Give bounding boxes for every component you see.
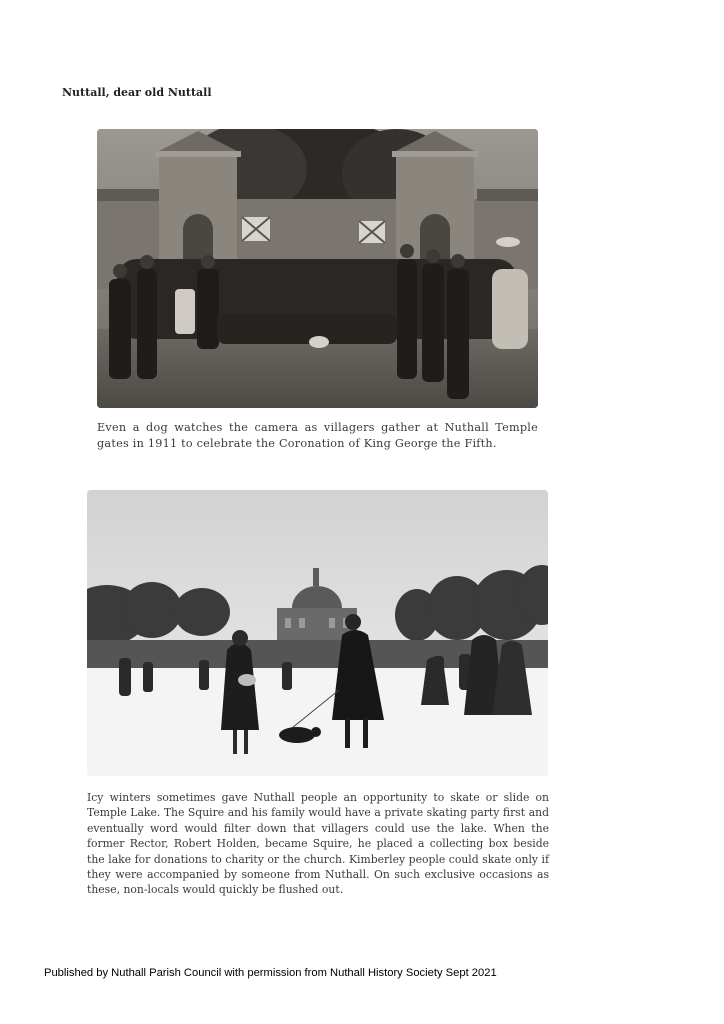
skating-lake-photo [87,490,548,776]
publisher-footer: Published by Nuthall Parish Council with permission from Nuthall History Society Sept 2021 [44,967,497,979]
figure-caption: Even a dog watches the camera as villagers gather at Nuthall Temple gates in 1911 to celebrate the Coronation of King George the Fifth. [97,421,538,450]
coronation-gathering-photo [97,129,538,408]
running-title: Nuttall, dear old Nuttall [62,86,212,99]
figure-caption: Icy winters sometimes gave Nuthall people an opportunity to skate or slide on Temple Lake. The Squire and his family would have a private skating party first and eventually word would filter down that villagers could use the lake. When the former Rector, Robert Holden, became Squire, he placed a collecting box beside the lake for donations to charity or the church. Kimberley people could skate only if they were accompanied by someone from Nuthall. On such exclusive occasions as these, non-locals would quickly be flushed out. [87,791,549,897]
